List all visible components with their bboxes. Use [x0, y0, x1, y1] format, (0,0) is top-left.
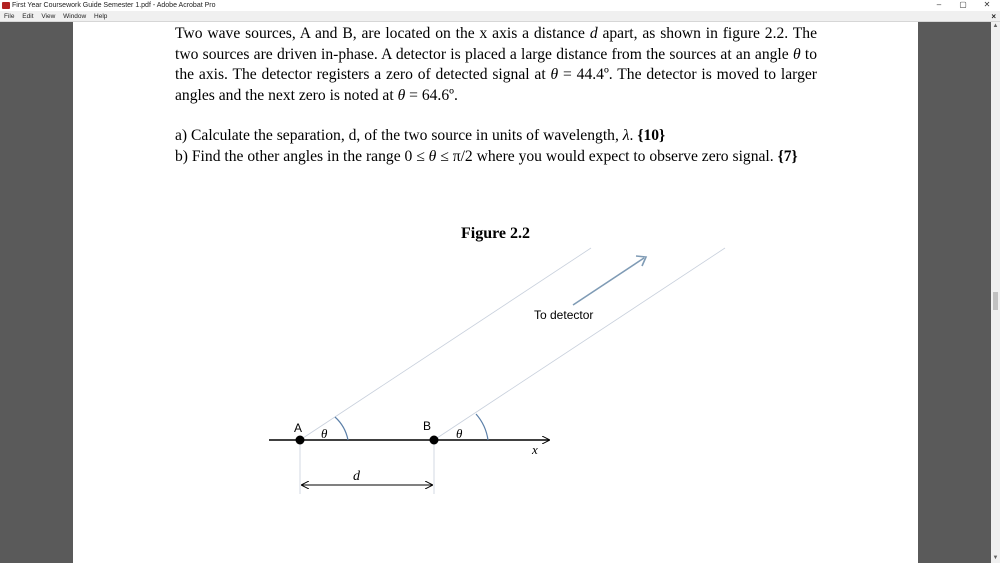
detector-arrow-shaft: [573, 258, 644, 305]
var-theta: θ: [397, 86, 406, 104]
close-document-button[interactable]: ×: [991, 12, 996, 21]
restore-button[interactable]: ▢: [959, 0, 967, 9]
close-button[interactable]: ✕: [983, 0, 991, 9]
x-axis-label: x: [532, 442, 538, 457]
ray-line-a: [300, 248, 594, 440]
marks-b: {7}: [777, 148, 798, 165]
problem-statement: Two wave sources, A and B, are located on the x axis a distance d apart, as shown in figure 2.2. The two sources are driven in-phase. A detector is placed a large distance from the sources at an angle θ to the axis. The detector registers a zero of detected signal at θ = 44.4º. The detector is moved to larger angles and the next zero is noted at θ = 64.6º.: [175, 25, 818, 104]
angle-arc-b: [476, 414, 488, 440]
separation-label: d: [353, 469, 360, 484]
window-title: First Year Coursework Guide Semester 1.pdf - Adobe Acrobat Pro: [12, 2, 216, 9]
ray-line-b: [434, 248, 725, 440]
source-a-dot: [296, 436, 305, 445]
acrobat-icon: [2, 2, 10, 9]
label-source-b: B: [423, 419, 432, 433]
detector-label: To detector: [534, 308, 594, 322]
var-theta: θ: [550, 66, 559, 83]
document-viewer[interactable]: [0, 22, 991, 563]
figure-diagram: [73, 22, 918, 563]
label-source-a: A: [294, 421, 303, 435]
marks-a: {10}: [637, 127, 666, 144]
menu-file[interactable]: File: [4, 13, 15, 20]
angle-arc-a: [335, 417, 348, 440]
var-lambda: λ: [622, 127, 630, 144]
var-d: d: [589, 25, 598, 42]
menu-view[interactable]: View: [41, 13, 56, 20]
question-a: a) Calculate the separation, d, of the two source in units of wavelength, λ. {10}: [175, 127, 666, 144]
detector-arrow-head: [636, 256, 646, 266]
menu-window[interactable]: Window: [63, 13, 87, 20]
source-b-dot: [430, 436, 439, 445]
pdf-page: [73, 22, 918, 563]
var-theta: θ: [792, 45, 801, 63]
scroll-down-icon[interactable]: ▼: [992, 555, 999, 561]
angle-label-b: θ: [456, 426, 463, 441]
scroll-thumb[interactable]: [993, 292, 998, 310]
figure-title: Figure 2.2: [460, 225, 531, 242]
scroll-up-icon[interactable]: ▲: [992, 23, 999, 29]
menu-help[interactable]: Help: [94, 13, 108, 20]
angle-label-a: θ: [321, 426, 328, 441]
title-bar: [0, 0, 1000, 11]
menu-bar: [0, 11, 1000, 22]
minimize-button[interactable]: –: [936, 0, 942, 9]
var-theta: θ: [428, 148, 437, 165]
question-b: b) Find the other angles in the range 0 ≤ θ ≤ π/2 where you would expect to observe zero signal. {7}: [175, 148, 798, 165]
menu-edit[interactable]: Edit: [22, 13, 34, 20]
vertical-scrollbar[interactable]: [991, 22, 1000, 563]
